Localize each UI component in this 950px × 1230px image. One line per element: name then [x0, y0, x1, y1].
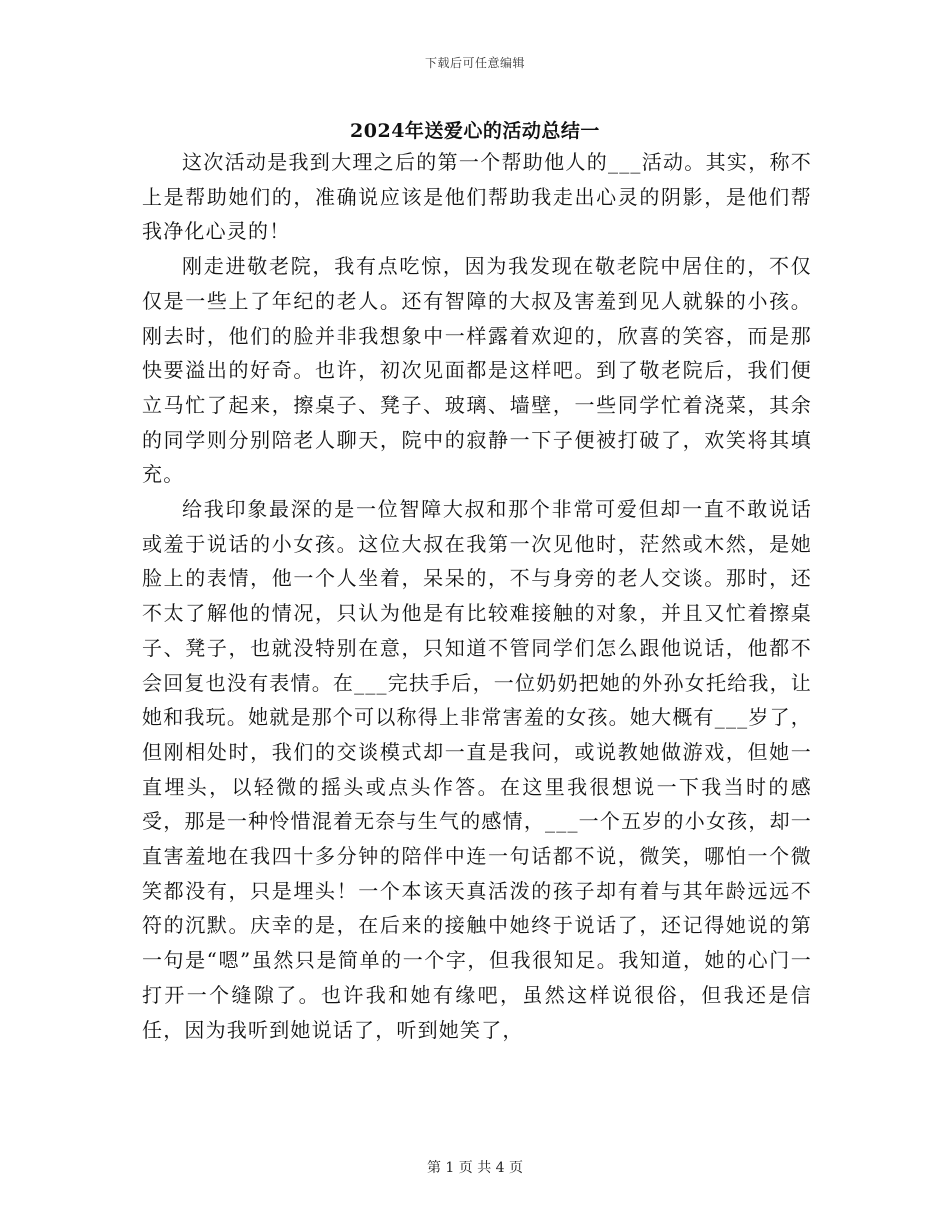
paragraph: 给我印象最深的是一位智障大叔和那个非常可爱但却一直不敢说话或羞于说话的小女孩。这位大叔在我第一次见他时，茫然或木然，是她脸上的表情，他一个人坐着，呆呆的，不与身旁的老人交谈。那时，还不太了解他的情况，只认为他是有比较难接触的对象，并且又忙着擦桌子、凳子，也就没特别在意，只知道不管同学们怎么跟他说话，他都不会回复也没有表情。在___完扶手后，一位奶奶把她的外孙女托给我，让她和我玩。她就是那个可以称得上非常害羞的女孩。她大概有___岁了，但刚相处时，我们的交谈模式却一直是我问，或说教她做游戏，但她一直埋头，以轻微的摇头或点头作答。在这里我很想说一下我当时的感受，那是一种怜惜混着无奈与生气的感情，___一个五岁的小女孩，却一直害羞地在我四十多分钟的陪伴中连一句话都不说，微笑，哪怕一个微笑都没有，只是埋头！一个本该天真活泼的孩子却有着与其年龄远远不符的沉默。庆幸的是，在后来的接触中她终于说话了，还记得她说的第一句是“嗯”虽然只是简单的一个字，但我很知足。我知道，她的心门一打开一个缝隙了。也许我和她有缘吧，虽然这样说很俗，但我还是信任，因为我听到她说话了，听到她笑了，: [142, 497, 812, 1042]
document-body: [142, 145, 812, 1047]
page-number-footer: 第 1 页 共 4 页: [426, 1160, 524, 1176]
paragraph: 刚走进敬老院，我有点吃惊，因为我发现在敬老院中居住的，不仅仅是一些上了年纪的老人。还有智障的大叔及害羞到见人就躲的小孩。刚去时，他们的脸并非我想象中一样露着欢迎的，欣喜的笑容，而是那快要溢出的好奇。也许，初次见面都是这样吧。到了敬老院后，我们便立马忙了起来，擦桌子、凳子、玻璃、墙壁，一些同学忙着浇菜，其余的同学则分别陪老人聊天，院中的寂静一下子便被打破了，欢笑将其填充。: [142, 254, 812, 487]
paragraph: 这次活动是我到大理之后的第一个帮助他人的___活动。其实，称不上是帮助她们的，准确说应该是他们帮助我走出心灵的阴影，是他们帮我净化心灵的！: [142, 150, 812, 244]
document-title: 2024年送爱心的活动总结一: [350, 120, 600, 142]
page-header-note: 下载后可任意编辑: [424, 56, 525, 70]
